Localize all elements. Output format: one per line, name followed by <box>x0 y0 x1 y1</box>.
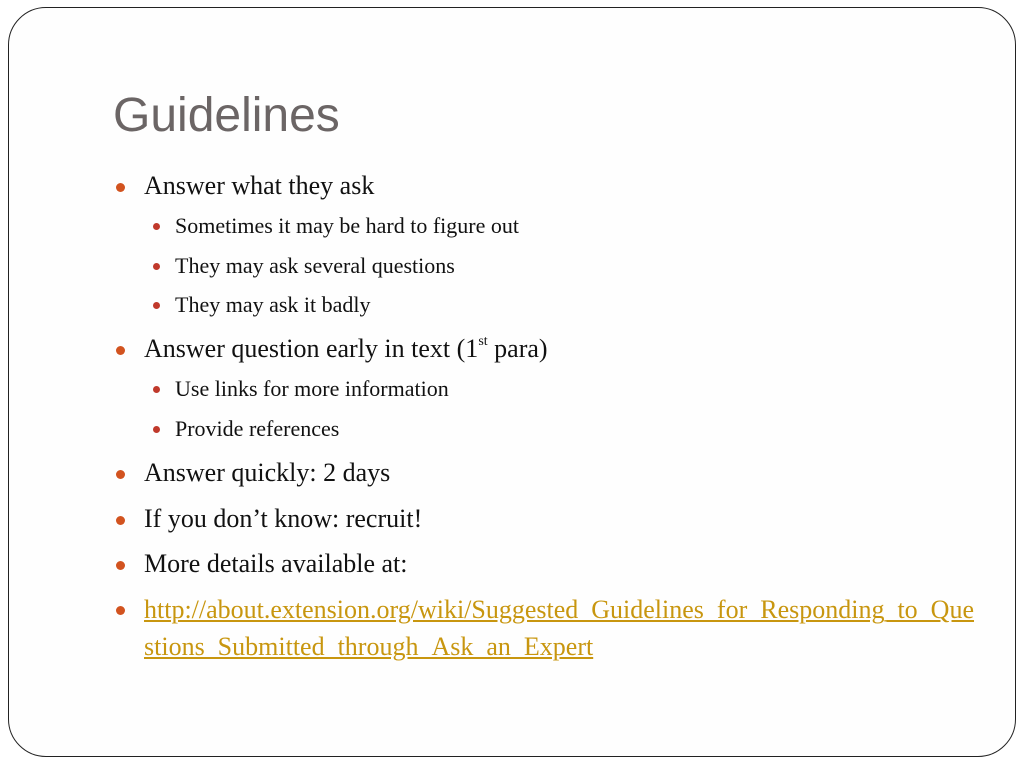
bullet-dot-icon <box>153 223 160 230</box>
sub-bullet-text: They may ask it badly <box>175 292 371 317</box>
sub-bullet-text: Sometimes it may be hard to figure out <box>175 213 519 238</box>
sub-bullet-text: Provide references <box>175 416 340 441</box>
superscript: st <box>478 334 488 349</box>
bullet-text: If you don’t know: recruit! <box>144 504 423 533</box>
bullet-text: More details available at: <box>144 549 408 578</box>
bullet-dot-icon <box>116 516 125 525</box>
bullet-dot-icon <box>116 183 125 192</box>
bullet-text: Answer quickly: 2 days <box>144 458 391 487</box>
bullet-text <box>144 331 548 367</box>
sub-bullet-text: They may ask several questions <box>175 253 455 278</box>
sub-bullet-text: Use links for more information <box>175 376 449 401</box>
bullet-text-part: Answer question early in text (1 <box>144 334 479 363</box>
bullet-dot-icon <box>153 263 160 270</box>
bullet-dot-icon <box>116 346 125 355</box>
bullet-dot-icon <box>153 386 160 393</box>
bullet-dot-icon <box>116 561 125 570</box>
bullet-link-container <box>144 591 974 665</box>
bullet-dot-icon <box>116 470 125 479</box>
bullet-dot-icon <box>153 302 160 309</box>
bullet-dot-icon <box>116 606 125 615</box>
bullet-dot-icon <box>153 426 160 433</box>
bullet-text: Answer what they ask <box>144 171 375 200</box>
bullet-text-part: para) <box>487 334 548 363</box>
slide-title: Guidelines <box>113 89 340 142</box>
expert-guidelines-link[interactable]: http://about.extension.org/wiki/Suggested_Guidelines_for_Responding_to_Questions_Submitted_through_Ask_an_Expert <box>144 595 974 661</box>
